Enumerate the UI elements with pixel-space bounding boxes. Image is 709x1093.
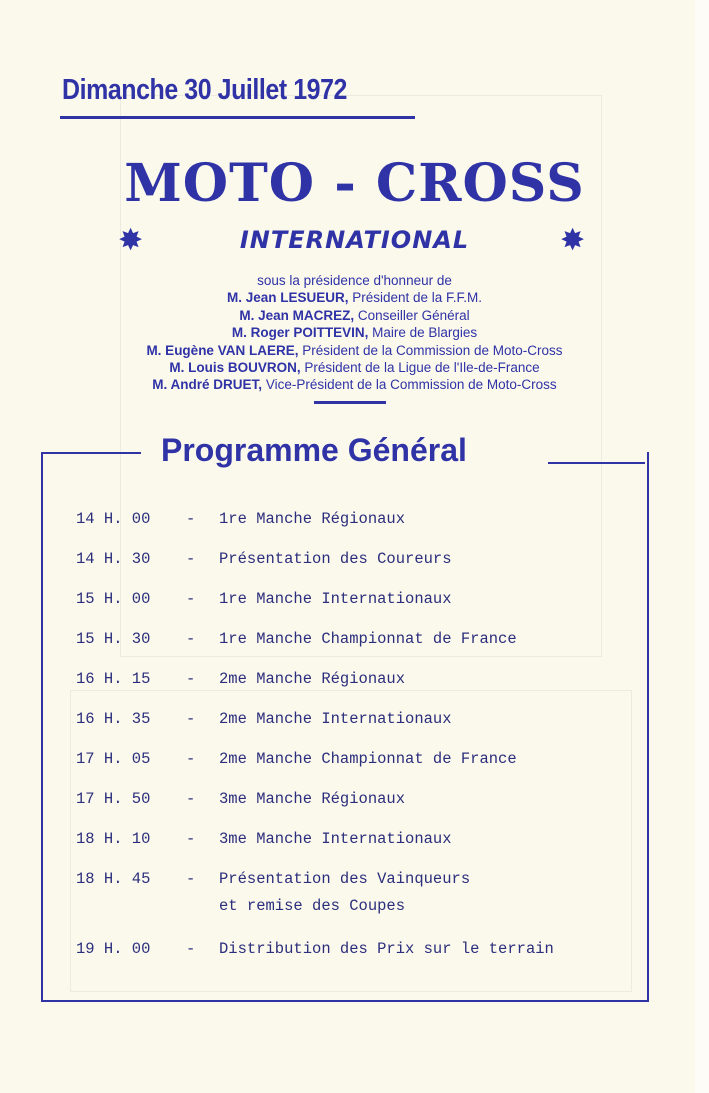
schedule-event: 1re Manche Régionaux (219, 510, 406, 528)
schedule-time: 18 H. 10 (76, 830, 151, 848)
frame-top-left-rule (41, 452, 141, 454)
schedule-row (76, 750, 517, 768)
schedule-dash: - (186, 670, 196, 688)
schedule-event: Présentation des Coureurs (219, 550, 452, 568)
schedule-event: Présentation des Vainqueurs (219, 870, 471, 888)
schedule-time: 17 H. 50 (76, 790, 151, 808)
schedule-row (76, 790, 405, 808)
event-title: MOTO - CROSS (124, 153, 585, 214)
schedule-event-continuation: et remise des Coupes (219, 897, 406, 915)
patron-name: M. Louis BOUVRON, (169, 360, 301, 376)
schedule-row (76, 630, 517, 648)
schedule-dash: - (186, 550, 196, 568)
schedule-event: 1re Manche Internationaux (219, 590, 452, 608)
schedule-time: 19 H. 00 (76, 940, 151, 958)
patron-line (0, 289, 709, 306)
schedule-event: 2me Manche Régionaux (219, 670, 406, 688)
patron-line (0, 324, 709, 341)
frame-top-right-rule (548, 462, 645, 464)
schedule-dash: - (186, 750, 196, 768)
schedule-time: 15 H. 00 (76, 590, 151, 608)
schedule-event: 2me Manche Internationaux (219, 710, 452, 728)
event-date: Dimanche 30 Juillet 1972 (62, 74, 347, 106)
patron-line (0, 307, 709, 324)
schedule-event: 3me Manche Internationaux (219, 830, 452, 848)
left-star-icon: ✸ (118, 223, 144, 258)
schedule-time: 18 H. 45 (76, 870, 151, 888)
patron-role: Conseiller Général (354, 307, 470, 323)
patron-role: Vice-Président de la Commission de Moto-Cross (262, 377, 557, 393)
event-subtitle: INTERNATIONAL (239, 226, 470, 254)
patron-role: Président de la Commission de Moto-Cross (298, 342, 563, 358)
date-underline (60, 116, 415, 119)
patron-name: M. Jean LESUEUR, (226, 290, 349, 306)
schedule-time: 16 H. 35 (76, 710, 151, 728)
schedule-dash: - (186, 790, 196, 808)
patron-role: Président de la Ligue de l'Ile-de-France (300, 360, 540, 376)
programme-title: Programme Général (161, 432, 467, 468)
schedule-row (76, 830, 452, 848)
schedule-time: 14 H. 00 (76, 510, 151, 528)
schedule-event: 2me Manche Championnat de France (219, 750, 517, 768)
patron-name: M. Eugène VAN LAERE, (146, 342, 299, 358)
schedule-row (76, 940, 554, 958)
patron-line (0, 376, 709, 393)
schedule-dash: - (186, 510, 196, 528)
schedule-row (76, 710, 452, 728)
schedule-dash: - (186, 710, 196, 728)
schedule-time: 15 H. 30 (76, 630, 151, 648)
schedule-row (76, 670, 405, 688)
schedule-row (76, 590, 452, 608)
patron-line (0, 359, 709, 376)
section-divider (314, 401, 386, 404)
right-star-icon: ✸ (560, 223, 586, 258)
schedule-time: 17 H. 05 (76, 750, 151, 768)
schedule-dash: - (186, 630, 196, 648)
schedule-time: 16 H. 15 (76, 670, 151, 688)
schedule-event: 3me Manche Régionaux (219, 790, 406, 808)
schedule-event: 1re Manche Championnat de France (219, 630, 517, 648)
patronage-intro: sous la présidence d'honneur de (257, 273, 452, 288)
patron-role: Président de la F.F.M. (348, 290, 483, 306)
patron-name: M. Jean MACREZ, (239, 307, 355, 323)
schedule-dash: - (186, 830, 196, 848)
schedule-dash: - (186, 940, 196, 958)
schedule-time: 14 H. 30 (76, 550, 151, 568)
schedule-dash: - (186, 870, 196, 888)
patron-line (0, 342, 709, 359)
schedule-event: Distribution des Prix sur le terrain (219, 940, 554, 958)
schedule-row (76, 870, 470, 915)
patronage-block (0, 272, 709, 394)
patron-role: Maire de Blargies (368, 325, 478, 341)
schedule-row (76, 510, 405, 528)
schedule-dash: - (186, 590, 196, 608)
schedule-row (76, 550, 452, 568)
patron-name: M. André DRUET, (152, 377, 263, 393)
patron-name: M. Roger POITTEVIN, (231, 325, 369, 341)
